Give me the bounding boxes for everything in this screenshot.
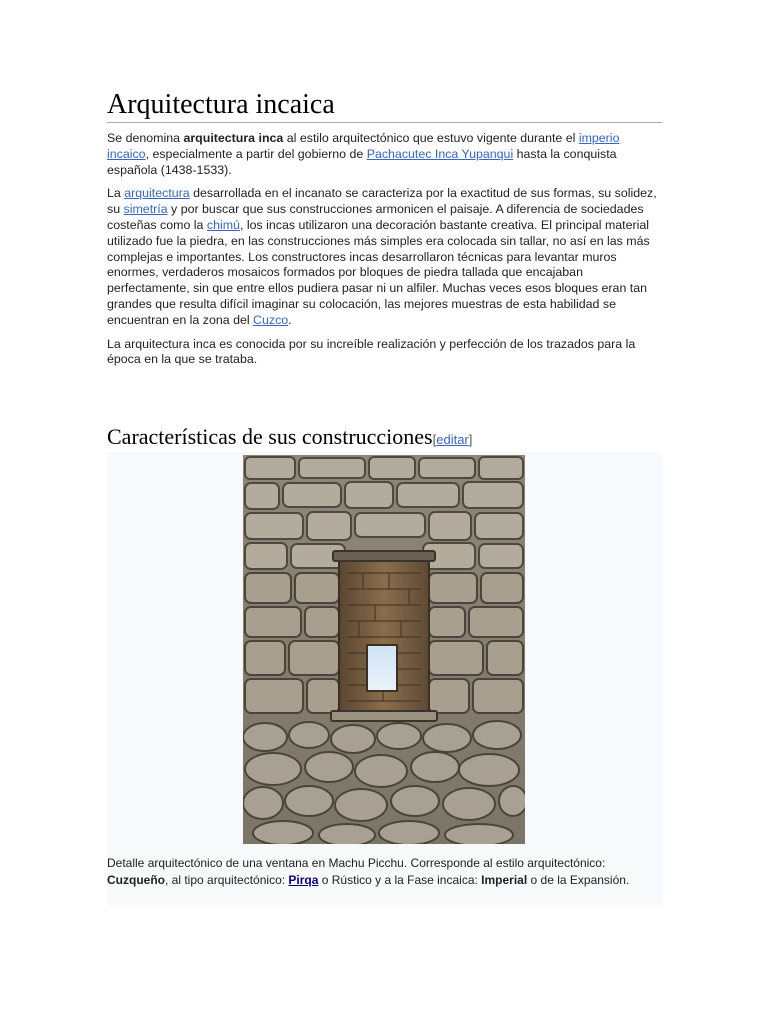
bold-term: Cuzqueño	[107, 872, 165, 887]
link-pirqa[interactable]: Pirqa	[288, 872, 319, 887]
text-span: hasta la conquista española (1438-1533).	[107, 146, 617, 177]
text-span: , especialmente a partir del gobierno de	[145, 146, 367, 161]
edit-bracket-close: ]	[468, 432, 473, 447]
text-span: .	[288, 312, 292, 327]
intro-paragraph-1	[107, 131, 662, 178]
bold-term: Imperial	[481, 872, 528, 887]
figure	[107, 452, 662, 905]
edit-section	[433, 432, 473, 447]
link-pachacutec[interactable]: Pachacutec Inca Yupanqui	[366, 146, 514, 161]
edit-bracket-open: [	[432, 432, 437, 447]
edit-link[interactable]: editar	[436, 432, 469, 447]
page-title: Arquitectura incaica	[107, 88, 662, 123]
text-span: , al tipo arquitectónico:	[165, 872, 289, 887]
section-heading-text: Características de sus construcciones	[107, 424, 433, 449]
figure-caption	[107, 855, 662, 888]
bold-term: arquitectura inca	[183, 131, 284, 145]
stone-window-photo[interactable]	[243, 455, 525, 844]
link-simetria[interactable]: simetría	[123, 202, 168, 217]
text-span: , los incas utilizaron una decoración bastante creativa. El principal material utilizado fue la piedra, en las construcciones más simples era colocada sin tallar, no así en las más complejas e importantes. Los constructores incas desarrollaron técnicas para levantar muros enormes, verdaderos mosaicos formados por bloques de piedra tallada que encajaban perfectamente, sin que entre ellos pudiera pasar ni un alfiler. Muchas veces esos bloques eran tan grandes que resulta difícil imaginar su colocación, las mejores muestras de esta habilidad se encuentran en la zona del	[107, 217, 650, 327]
text-span: La	[107, 186, 125, 201]
text-span: o Rústico y a la Fase incaica:	[318, 872, 482, 887]
link-arquitectura[interactable]: arquitectura	[124, 186, 190, 201]
article-intro	[107, 131, 662, 376]
text-span: al estilo arquitectónico que estuvo vigente durante el	[283, 131, 579, 145]
text-span: o de la Expansión.	[527, 872, 630, 887]
text-span: y por buscar que sus construcciones armonicen el paisaje. A diferencia de sociedades costeñas como la	[107, 202, 644, 232]
section-heading	[107, 423, 662, 455]
intro-paragraph-3: La arquitectura inca es conocida por su increíble realización y perfección de los trazados para la época en la que se trataba.	[107, 336, 636, 367]
link-chimu[interactable]: chimú	[206, 217, 240, 232]
text-span: Detalle arquitectónico de una ventana en Machu Picchu. Corresponde al estilo arquitectónico:	[107, 856, 606, 870]
link-cuzco[interactable]: Cuzco	[253, 312, 289, 327]
link-imperio-incaico[interactable]: imperio incaico	[107, 131, 620, 161]
text-span: Se denomina	[107, 131, 184, 145]
intro-paragraph-2	[107, 186, 662, 328]
text-span: desarrollada en el incanato se caracteriza por la exactitud de sus formas, su solidez, su	[107, 186, 657, 217]
